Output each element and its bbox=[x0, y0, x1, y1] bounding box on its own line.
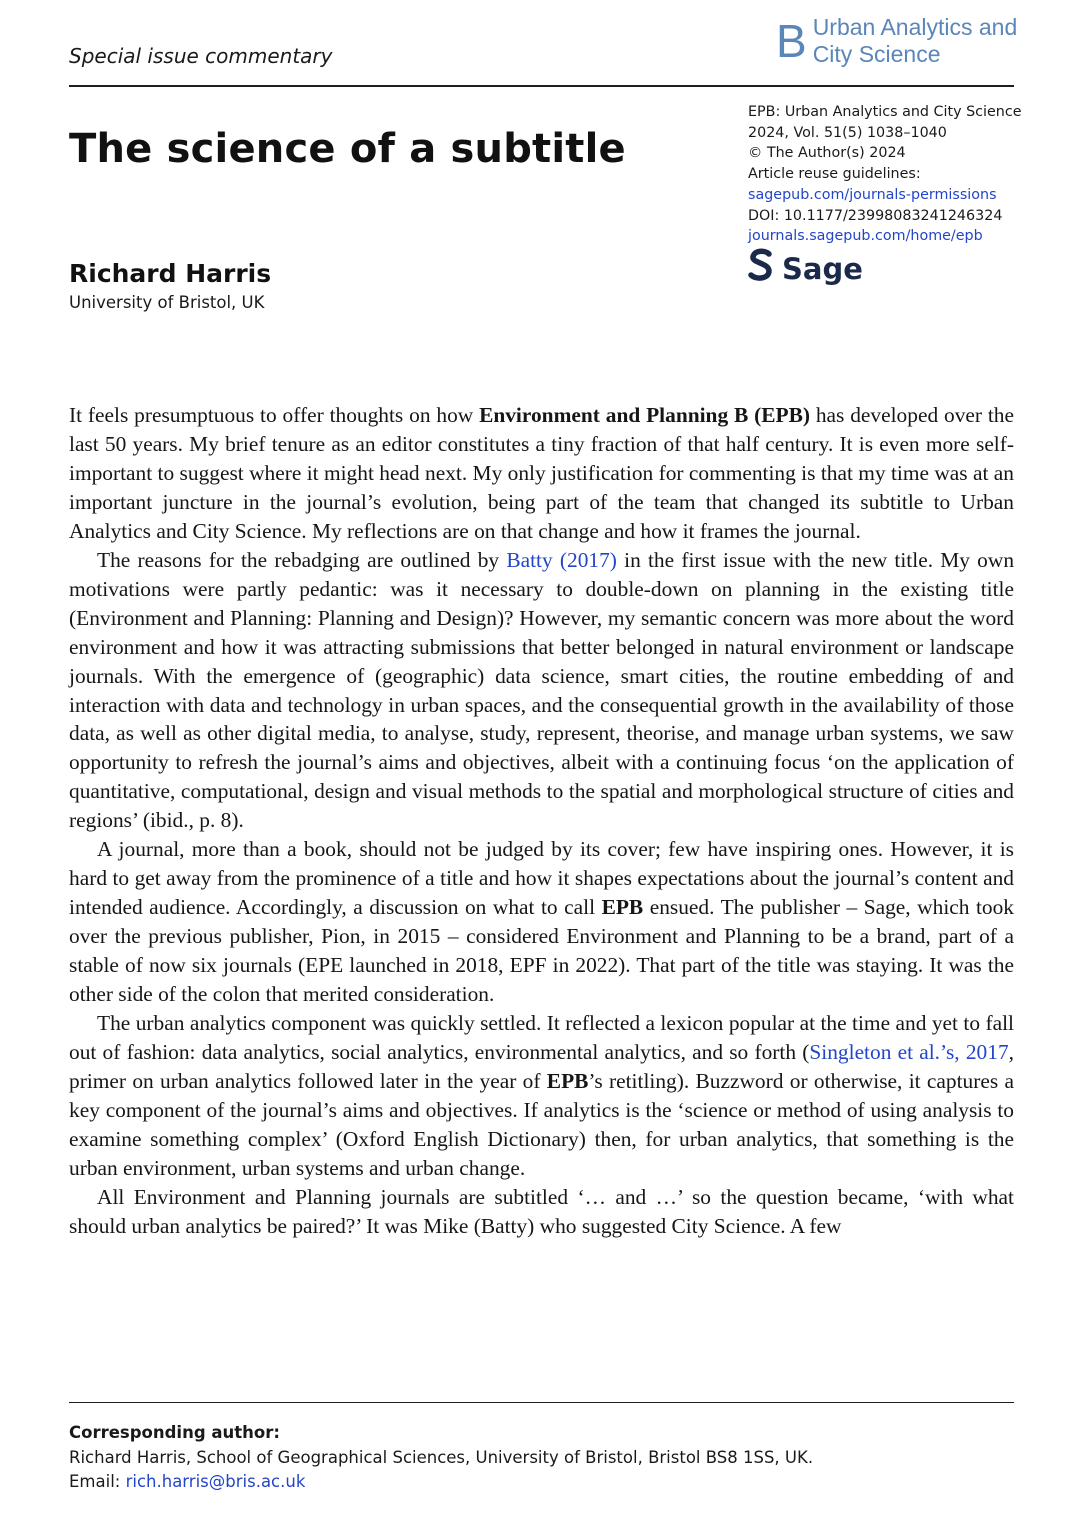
paragraph-4: The urban analytics component was quickly settled. It reflected a lexicon popular at the time and yet to fall out of fashion: data analytics, social analytics, environmental analytics, and so forth (Singleton et al.’s, 2017, primer on urban analytics followed later in the year of EPB’s retitling). Buzzword or otherwise, it captures a key component of the journal’s aims and objectives. If analytics is the ‘science or method of using analysis to examine something complex’ (Oxford English Dictionary) then, for urban analytics, that something is the urban environment, urban systems and urban change. bbox=[69, 1011, 1015, 1180]
paragraph-2: The reasons for the rebadging are outlined by Batty (2017) in the first issue with the new title. My own motivations were partly pedantic: was it necessary to double-down on planning in the existing title (Environment and Planning: Planning and Design)? However, my semantic concern was more about the word environment and how it was attracting submissions that better belonged in natural environment or landscape journals. With the emergence of (geographic) data science, smart cities, the routine embedding of and interaction with data and technology in urban spaces, and the consequential growth in the availability of those data, as well as other digital media, to analyse, study, represent, theorise, and manage urban systems, we saw opportunity to refresh the journal’s aims and objectives, albeit with a continuing focus ‘on the application of quantitative, computational, design and visual methods to the spatial and morphological structure of cities and regions’ (ibid., p. 8). bbox=[69, 547, 1015, 833]
citation-batty-link[interactable]: Batty (2017) bbox=[506, 547, 617, 572]
sage-s-icon bbox=[748, 248, 774, 289]
reuse-guidelines-link[interactable]: sagepub.com/journals-permissions bbox=[748, 186, 997, 203]
corresponding-author-footnote bbox=[69, 1421, 813, 1495]
journal-logo-line2: City Science bbox=[812, 41, 941, 67]
publisher-name: Sage bbox=[782, 251, 863, 286]
author-name: Richard Harris bbox=[69, 259, 272, 288]
article-type-kicker: Special issue commentary bbox=[69, 44, 333, 68]
footnote-heading: Corresponding author: bbox=[69, 1423, 280, 1442]
author-email-link[interactable]: rich.harris@bris.ac.uk bbox=[125, 1472, 306, 1491]
publisher-logo bbox=[748, 248, 863, 289]
email-label: Email: bbox=[69, 1472, 126, 1491]
meta-copyright: © The Author(s) 2024 bbox=[748, 145, 906, 162]
meta-volume: 2024, Vol. 51(5) 1038–1040 bbox=[748, 124, 947, 141]
footnote-divider bbox=[69, 1402, 1014, 1403]
paragraph-3: A journal, more than a book, should not be judged by its cover; few have inspiring ones. However, it is hard to get away from the prominence of a title and how it shapes expectations about the journal’s content and intended audience. Accordingly, a discussion on what to call EPB ensued. The publisher – Sage, which took over the previous publisher, Pion, in 2015 – considered Environment and Planning to be a brand, part of a stable of now six journals (EPE launched in 2018, EPF in 2022). That part of the title was staying. It was the other side of the colon that merited consideration. bbox=[69, 837, 1015, 1007]
meta-reuse-label: Article reuse guidelines: bbox=[748, 166, 921, 183]
journal-logo-line1: Urban Analytics and bbox=[812, 14, 1018, 40]
journal-logo-letter: B bbox=[776, 15, 807, 67]
article-metadata bbox=[748, 102, 1028, 247]
journal-home-link[interactable]: journals.sagepub.com/home/epb bbox=[748, 228, 983, 245]
author-affiliation: University of Bristol, UK bbox=[69, 293, 265, 312]
journal-logo bbox=[776, 14, 1017, 68]
meta-journal: EPB: Urban Analytics and City Science bbox=[748, 104, 1022, 120]
meta-doi: DOI: 10.1177/23998083241246324 bbox=[748, 207, 1003, 224]
article-title: The science of a subtitle bbox=[69, 126, 626, 172]
header-divider bbox=[69, 85, 1014, 87]
citation-singleton-link[interactable]: Singleton et al.’s, 2017 bbox=[809, 1039, 1009, 1064]
article-body bbox=[69, 401, 1014, 1241]
footnote-address: Richard Harris, School of Geographical Sciences, University of Bristol, Bristol BS8 1SS, UK. bbox=[69, 1447, 814, 1467]
paragraph-1: It feels presumptuous to offer thoughts on how Environment and Planning B (EPB) has developed over the last 50 years. My brief tenure as an editor constitutes a tiny fraction of that half century. It is even more self-important to suggest where it might head next. My only justification for commenting is that my time was at an important juncture in the journal’s evolution, being part of the team that changed its subtitle to Urban Analytics and City Science. My reflections are on that change and how it frames the journal. bbox=[69, 403, 1014, 543]
paragraph-5: All Environment and Planning journals are subtitled ‘… and …’ so the question became, ‘with what should urban analytics be paired?’ It was Mike (Batty) who suggested City Science. A few bbox=[69, 1184, 1014, 1238]
